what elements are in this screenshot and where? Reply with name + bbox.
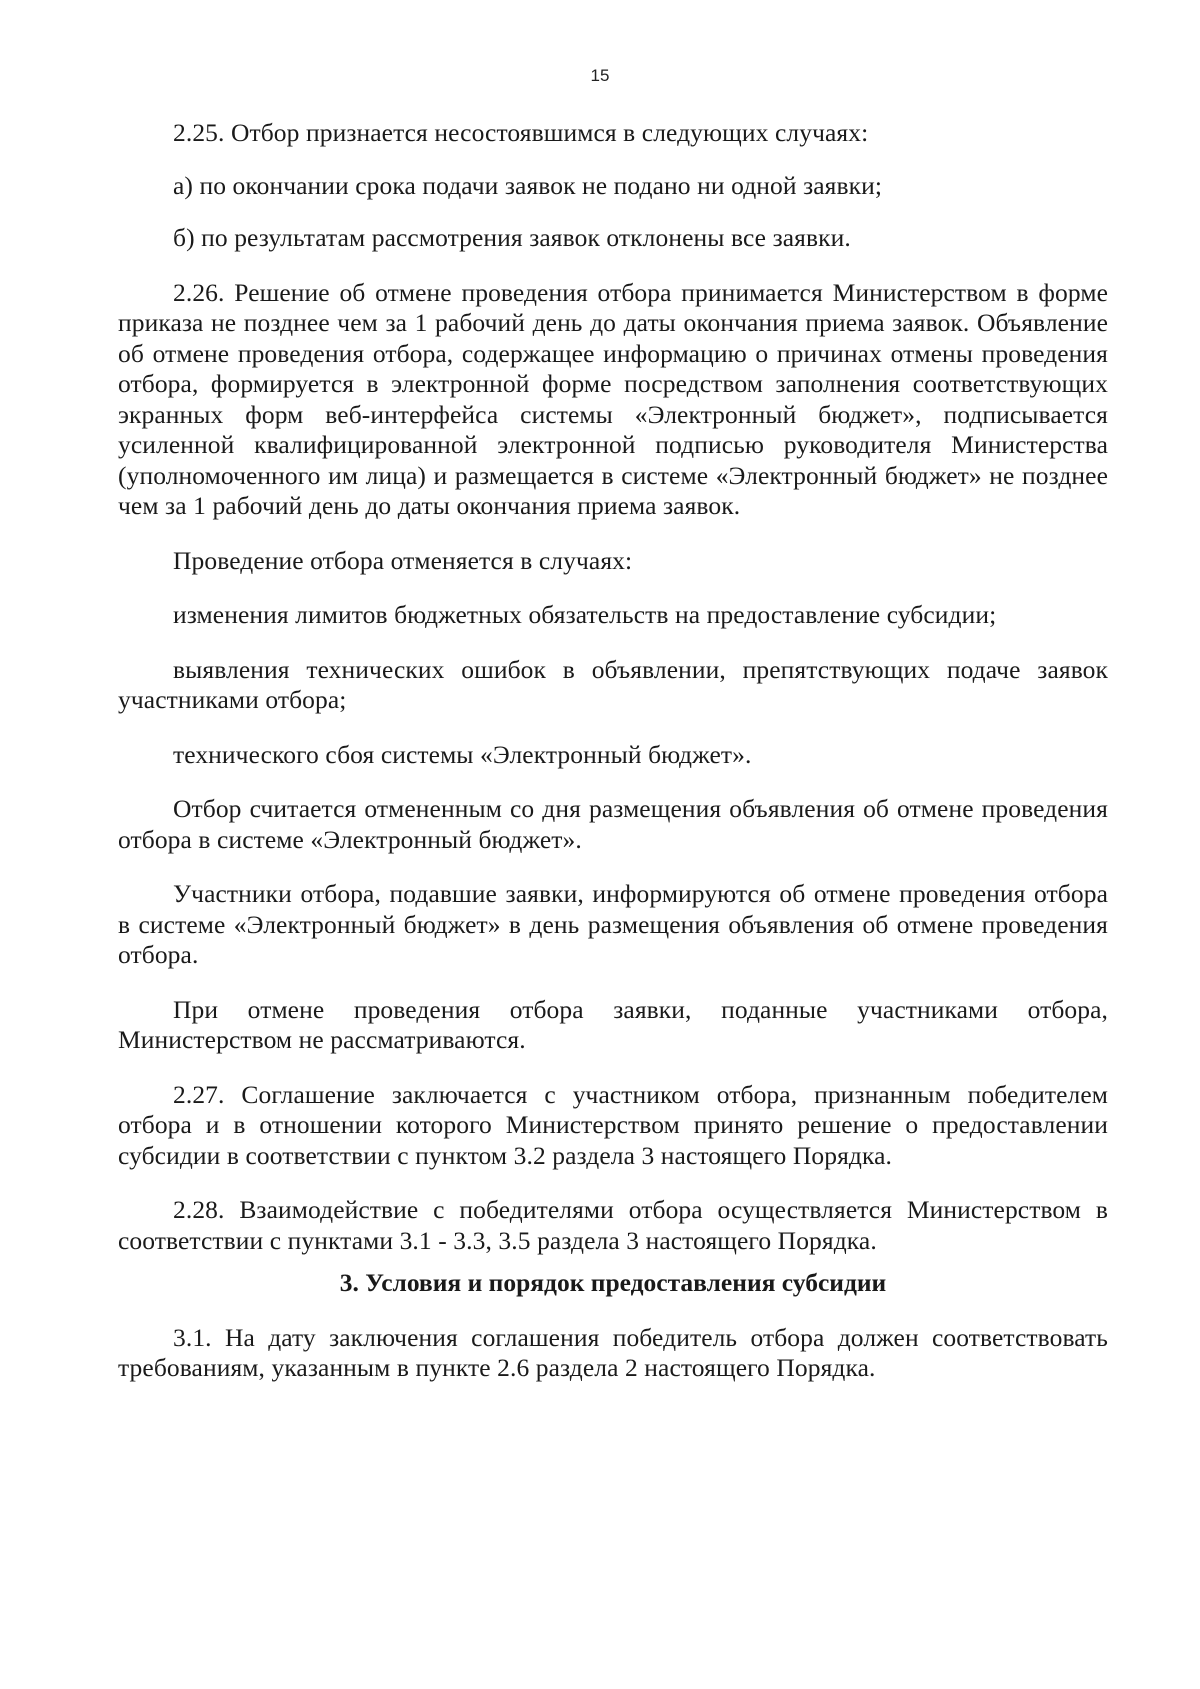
paragraph-3-1: 3.1. На дату заключения соглашения победитель отбора должен соответствовать требованиям, указанным в пункте 2.6 раздела 2 настоящего Порядка.: [118, 1322, 1108, 1382]
paragraph-2-28: 2.28. Взаимодействие с победителями отбора осуществляется Министерством в соответствии с пунктами 3.1 - 3.3, 3.5 раздела 3 настоящего Порядка.: [118, 1195, 1108, 1255]
case-system-failure: технического сбоя системы «Электронный бюджет».: [173, 739, 752, 769]
case-technical-errors: выявления технических ошибок в объявлении, препятствующих подаче заявок участниками отбора;: [118, 654, 1108, 714]
paragraph-2-26: 2.26. Решение об отмене проведения отбора принимается Министерством в форме приказа не позднее чем за 1 рабочий день до даты окончания приема заявок. Объявление об отмене проведения отбора, содержащее информацию о причинах отмены проведения отбора, формируется в электронной форме посредством заполнения соответствующих экранных форм веб-интерфейса системы «Электронный бюджет», подписывается усиленной квалифицированной электронной подписью руководителя Министерства (уполномоченного им лица) и размещается в системе «Электронный бюджет» не позднее чем за 1 рабочий день до даты окончания приема заявок.: [118, 277, 1108, 520]
paragraph-2-25: 2.25. Отбор признается несостоявшимся в следующих случаях:: [173, 118, 869, 147]
case-budget-limits: изменения лимитов бюджетных обязательств на предоставление субсидии;: [173, 600, 997, 629]
paragraph-cancellation-cases: Проведение отбора отменяется в случаях:: [173, 545, 633, 575]
list-item-a: а) по окончании срока подачи заявок не подано ни одной заявки;: [173, 170, 883, 200]
paragraph-applications-not-considered: При отмене проведения отбора заявки, поданные участниками отбора, Министерством не рассматриваются.: [118, 994, 1108, 1054]
list-item-b: б) по результатам рассмотрения заявок отклонены все заявки.: [173, 223, 851, 252]
section-heading: 3. Условия и порядок предоставления субсидии: [339, 1268, 887, 1297]
page-number: 15: [590, 66, 610, 85]
paragraph-2-27: 2.27. Соглашение заключается с участником отбора, признанным победителем отбора и в отношении которого Министерством принято решение о предоставлении субсидии в соответствии с пунктом 3.2 раздела 3 настоящего Порядка.: [118, 1079, 1108, 1170]
document-body: [118, 118, 1108, 1384]
paragraph-participants-informed: Участники отбора, подавшие заявки, информируются об отмене проведения отбора в системе «Электронный бюджет» в день размещения объявления об отмене проведения отбора.: [118, 879, 1108, 969]
paragraph-cancelled-date: Отбор считается отмененным со дня размещения объявления об отмене проведения отбора в системе «Электронный бюджет».: [118, 794, 1108, 854]
